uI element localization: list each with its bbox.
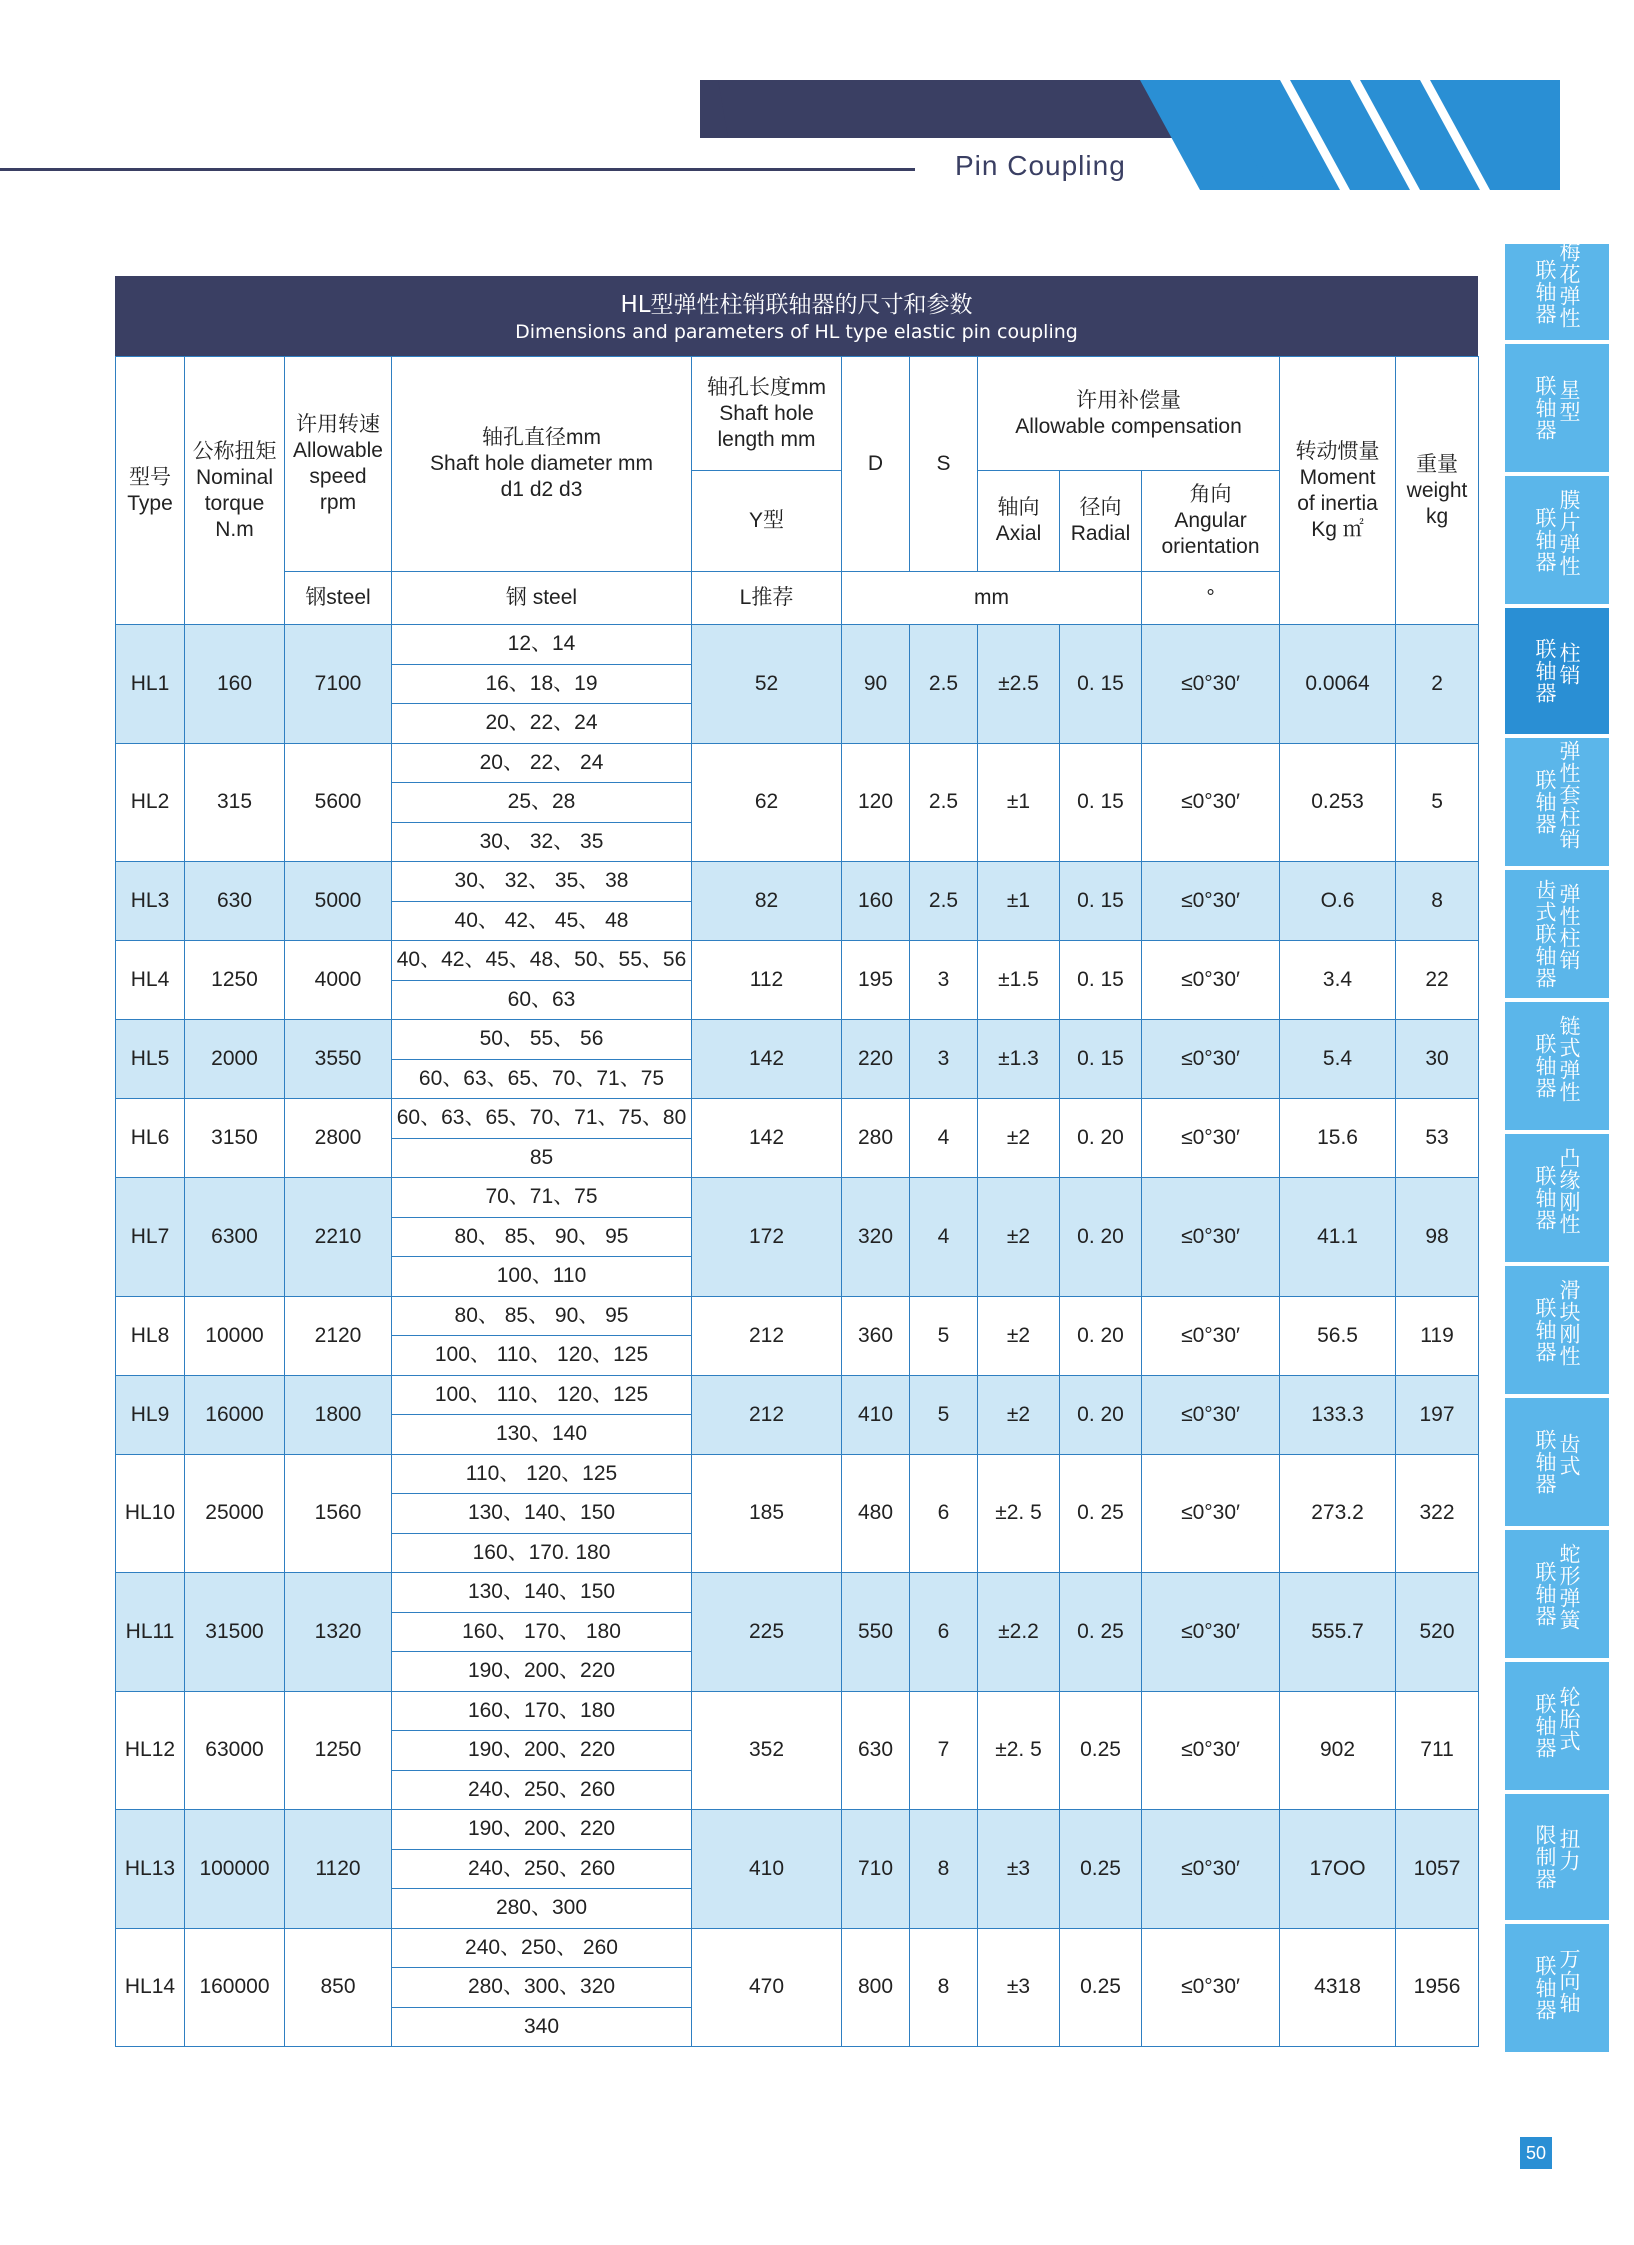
sidebar-item[interactable]	[1505, 241, 1609, 340]
row-type: HL2	[116, 743, 185, 862]
row-radial: 0.25	[1060, 1810, 1142, 1929]
row-d: 480	[842, 1454, 910, 1573]
row-length: 225	[692, 1573, 842, 1692]
row-length: 410	[692, 1810, 842, 1929]
sidebar-item[interactable]	[1505, 1794, 1609, 1920]
row-speed: 1800	[285, 1375, 392, 1454]
row-length: 142	[692, 1099, 842, 1178]
row-torque: 160	[185, 625, 285, 744]
row-shaft-diameter: 240、250、260	[392, 1770, 692, 1810]
row-inertia: 15.6	[1280, 1099, 1396, 1178]
header-compensation: 许用补偿量 Allowable compensation	[978, 357, 1280, 471]
table-row	[116, 941, 1479, 981]
table-row	[116, 1810, 1479, 1850]
row-axial: ±1.5	[978, 941, 1060, 1020]
header-axial: 轴向 Axial	[978, 471, 1060, 572]
table-row	[116, 1691, 1479, 1731]
table-title	[115, 276, 1478, 356]
row-torque: 100000	[185, 1810, 285, 1929]
sidebar-item[interactable]	[1505, 476, 1609, 604]
sidebar-item[interactable]	[1505, 344, 1609, 472]
header-mm-unit: mm	[842, 572, 1142, 625]
header-torque: 公称扭矩 Nominal torque N.m	[185, 357, 285, 625]
row-shaft-diameter: 340	[392, 2007, 692, 2047]
row-speed: 4000	[285, 941, 392, 1020]
row-d: 550	[842, 1573, 910, 1692]
row-type: HL12	[116, 1691, 185, 1810]
row-s: 2.5	[910, 743, 978, 862]
row-s: 8	[910, 1928, 978, 2047]
sidebar-item[interactable]	[1505, 1266, 1609, 1394]
row-speed: 1320	[285, 1573, 392, 1692]
row-s: 4	[910, 1099, 978, 1178]
sidebar-item-label: 联轴器	[1533, 1165, 1557, 1231]
row-type: HL11	[116, 1573, 185, 1692]
row-shaft-diameter: 80、 85、 90、 95	[392, 1296, 692, 1336]
row-length: 52	[692, 625, 842, 744]
row-inertia: 4318	[1280, 1928, 1396, 2047]
row-angular: ≤0°30′	[1142, 1573, 1280, 1692]
row-s: 7	[910, 1691, 978, 1810]
table-row	[116, 1020, 1479, 1060]
header-inertia: 转动惯量 Moment of inertia Kg ㎡	[1280, 357, 1396, 625]
row-axial: ±2	[978, 1375, 1060, 1454]
table-row	[116, 743, 1479, 783]
row-d: 320	[842, 1178, 910, 1297]
row-axial: ±1.3	[978, 1020, 1060, 1099]
sidebar-item-sublabel: 扭力	[1557, 1828, 1581, 1872]
row-speed: 1560	[285, 1454, 392, 1573]
row-shaft-diameter: 60、63、65、70、71、75	[392, 1059, 692, 1099]
row-length: 142	[692, 1020, 842, 1099]
row-d: 710	[842, 1810, 910, 1929]
row-speed: 2210	[285, 1178, 392, 1297]
row-axial: ±1	[978, 743, 1060, 862]
row-inertia: O.6	[1280, 862, 1396, 941]
row-shaft-diameter: 130、140	[392, 1415, 692, 1455]
row-inertia: 41.1	[1280, 1178, 1396, 1297]
row-weight: 197	[1396, 1375, 1479, 1454]
table-title-cn: HL型弹性柱销联轴器的尺寸和参数	[620, 292, 973, 318]
row-speed: 1250	[285, 1691, 392, 1810]
row-radial: 0. 20	[1060, 1375, 1142, 1454]
row-s: 4	[910, 1178, 978, 1297]
row-axial: ±2.2	[978, 1573, 1060, 1692]
header-l-recommended: L推荐	[692, 572, 842, 625]
row-shaft-diameter: 190、200、220	[392, 1810, 692, 1850]
row-s: 3	[910, 1020, 978, 1099]
row-weight: 22	[1396, 941, 1479, 1020]
row-weight: 520	[1396, 1573, 1479, 1692]
row-shaft-diameter: 130、140、150	[392, 1573, 692, 1613]
row-shaft-diameter: 50、 55、 56	[392, 1020, 692, 1060]
sidebar-item[interactable]	[1505, 1134, 1609, 1262]
table-title-en: Dimensions and parameters of HL type elastic pin coupling	[515, 321, 1078, 343]
row-shaft-diameter: 240、250、 260	[392, 1928, 692, 1968]
row-inertia: 56.5	[1280, 1296, 1396, 1375]
row-radial: 0. 20	[1060, 1178, 1142, 1297]
row-shaft-diameter: 20、 22、 24	[392, 743, 692, 783]
sidebar-item-sublabel: 链式弹性	[1557, 1015, 1581, 1103]
row-shaft-diameter: 190、200、220	[392, 1652, 692, 1692]
row-weight: 98	[1396, 1178, 1479, 1297]
sidebar-item-sublabel: 弹性柱销	[1557, 883, 1581, 971]
row-shaft-diameter: 60、63	[392, 980, 692, 1020]
sidebar-item-sublabel: 弹性套柱销	[1557, 740, 1581, 850]
row-d: 800	[842, 1928, 910, 2047]
row-torque: 10000	[185, 1296, 285, 1375]
row-shaft-diameter: 190、200、220	[392, 1731, 692, 1771]
row-type: HL3	[116, 862, 185, 941]
row-shaft-diameter: 110、 120、125	[392, 1454, 692, 1494]
header-weight: 重量 weight kg	[1396, 357, 1479, 625]
row-type: HL4	[116, 941, 185, 1020]
category-sidebar	[1505, 241, 1609, 2056]
header-shaft-diameter: 轴孔直径mm Shaft hole diameter mm d1 d2 d3	[392, 357, 692, 572]
row-radial: 0. 15	[1060, 862, 1142, 941]
row-speed: 1120	[285, 1810, 392, 1929]
sidebar-item-label: 联轴器	[1533, 1429, 1557, 1495]
sidebar-item-label: 齿式联轴器	[1533, 879, 1557, 989]
row-shaft-diameter: 130、140、150	[392, 1494, 692, 1534]
row-shaft-diameter: 20、22、24	[392, 704, 692, 744]
row-radial: 0. 20	[1060, 1296, 1142, 1375]
header-radial: 径向 Radial	[1060, 471, 1142, 572]
sidebar-item[interactable]	[1505, 608, 1609, 734]
row-shaft-diameter: 60、63、65、70、71、75、80	[392, 1099, 692, 1139]
sidebar-item-label: 联轴器	[1533, 259, 1557, 325]
sidebar-item[interactable]	[1505, 1924, 1609, 2052]
row-axial: ±2.5	[978, 625, 1060, 744]
row-angular: ≤0°30′	[1142, 1020, 1280, 1099]
row-type: HL8	[116, 1296, 185, 1375]
row-d: 195	[842, 941, 910, 1020]
row-axial: ±2	[978, 1178, 1060, 1297]
row-angular: ≤0°30′	[1142, 743, 1280, 862]
row-weight: 30	[1396, 1020, 1479, 1099]
row-s: 5	[910, 1296, 978, 1375]
row-inertia: 133.3	[1280, 1375, 1396, 1454]
row-axial: ±3	[978, 1810, 1060, 1929]
row-speed: 850	[285, 1928, 392, 2047]
row-shaft-diameter: 25、28	[392, 783, 692, 823]
sidebar-item-label: 联轴器	[1533, 1955, 1557, 2021]
row-weight: 322	[1396, 1454, 1479, 1573]
row-radial: 0.25	[1060, 1691, 1142, 1810]
row-d: 90	[842, 625, 910, 744]
header-steel-speed: 钢steel	[285, 572, 392, 625]
spec-table	[115, 276, 1478, 2047]
table-row	[116, 1928, 1479, 1968]
row-shaft-diameter: 70、71、75	[392, 1178, 692, 1218]
sidebar-item-label: 联轴器	[1533, 507, 1557, 573]
row-radial: 0. 15	[1060, 1020, 1142, 1099]
sidebar-item-sublabel: 齿式	[1557, 1433, 1581, 1477]
table-row	[116, 625, 1479, 665]
row-type: HL9	[116, 1375, 185, 1454]
row-speed: 5000	[285, 862, 392, 941]
row-radial: 0. 25	[1060, 1573, 1142, 1692]
row-inertia: 17OO	[1280, 1810, 1396, 1929]
sidebar-item[interactable]	[1505, 1398, 1609, 1526]
row-shaft-diameter: 100、 110、 120、125	[392, 1375, 692, 1415]
row-shaft-diameter: 160、170、180	[392, 1691, 692, 1731]
row-shaft-diameter: 12、14	[392, 625, 692, 665]
row-axial: ±3	[978, 1928, 1060, 2047]
row-type: HL1	[116, 625, 185, 744]
sidebar-item-label: 联轴器	[1533, 1693, 1557, 1759]
header-degree-unit: °	[1142, 572, 1280, 625]
header-S: S	[910, 357, 978, 572]
row-type: HL6	[116, 1099, 185, 1178]
sidebar-item-sublabel: 星型	[1557, 379, 1581, 423]
row-angular: ≤0°30′	[1142, 1810, 1280, 1929]
row-angular: ≤0°30′	[1142, 1178, 1280, 1297]
row-angular: ≤0°30′	[1142, 862, 1280, 941]
row-d: 410	[842, 1375, 910, 1454]
sidebar-item[interactable]	[1505, 1530, 1609, 1658]
row-torque: 25000	[185, 1454, 285, 1573]
header-shaft-length: 轴孔长度mm Shaft hole length mm	[692, 357, 842, 471]
page-number: 50	[1520, 2137, 1552, 2169]
row-d: 280	[842, 1099, 910, 1178]
row-s: 5	[910, 1375, 978, 1454]
row-weight: 53	[1396, 1099, 1479, 1178]
row-angular: ≤0°30′	[1142, 1928, 1280, 2047]
row-angular: ≤0°30′	[1142, 625, 1280, 744]
header-steel-diameter: 钢 steel	[392, 572, 692, 625]
sidebar-item-label: 限制器	[1533, 1824, 1557, 1890]
header-stripes	[700, 80, 1560, 190]
sidebar-item[interactable]	[1505, 1002, 1609, 1130]
row-weight: 2	[1396, 625, 1479, 744]
row-axial: ±2. 5	[978, 1691, 1060, 1810]
table-row	[116, 1454, 1479, 1494]
table-row	[116, 862, 1479, 902]
row-shaft-diameter: 40、 42、 45、 48	[392, 901, 692, 941]
row-axial: ±2. 5	[978, 1454, 1060, 1573]
row-inertia: 0.253	[1280, 743, 1396, 862]
row-shaft-diameter: 280、300	[392, 1889, 692, 1929]
row-axial: ±1	[978, 862, 1060, 941]
row-length: 62	[692, 743, 842, 862]
row-speed: 5600	[285, 743, 392, 862]
row-speed: 3550	[285, 1020, 392, 1099]
row-angular: ≤0°30′	[1142, 1454, 1280, 1573]
row-shaft-diameter: 280、300、320	[392, 1968, 692, 2008]
row-weight: 1956	[1396, 1928, 1479, 2047]
row-s: 2.5	[910, 625, 978, 744]
sidebar-item-sublabel: 柱销	[1557, 642, 1581, 686]
row-type: HL14	[116, 1928, 185, 2047]
sidebar-item-label: 联轴器	[1533, 1561, 1557, 1627]
row-torque: 63000	[185, 1691, 285, 1810]
row-speed: 2800	[285, 1099, 392, 1178]
row-torque: 6300	[185, 1178, 285, 1297]
sidebar-item-sublabel: 万向轴	[1557, 1948, 1581, 2014]
row-inertia: 5.4	[1280, 1020, 1396, 1099]
row-length: 352	[692, 1691, 842, 1810]
row-shaft-diameter: 30、 32、 35	[392, 822, 692, 862]
row-weight: 711	[1396, 1691, 1479, 1810]
row-shaft-diameter: 100、 110、 120、125	[392, 1336, 692, 1376]
row-shaft-diameter: 85	[392, 1138, 692, 1178]
row-length: 185	[692, 1454, 842, 1573]
row-type: HL7	[116, 1178, 185, 1297]
row-type: HL5	[116, 1020, 185, 1099]
row-inertia: 273.2	[1280, 1454, 1396, 1573]
row-angular: ≤0°30′	[1142, 1099, 1280, 1178]
sidebar-item-sublabel: 轮胎式	[1557, 1686, 1581, 1752]
row-torque: 2000	[185, 1020, 285, 1099]
row-torque: 3150	[185, 1099, 285, 1178]
row-d: 630	[842, 1691, 910, 1810]
row-s: 8	[910, 1810, 978, 1929]
sidebar-item-label: 联轴器	[1533, 638, 1557, 704]
header-type: 型号 Type	[116, 357, 185, 625]
row-length: 470	[692, 1928, 842, 2047]
row-radial: 0. 25	[1060, 1454, 1142, 1573]
row-length: 112	[692, 941, 842, 1020]
row-weight: 1057	[1396, 1810, 1479, 1929]
header-D: D	[842, 357, 910, 572]
row-shaft-diameter: 160、 170、 180	[392, 1612, 692, 1652]
row-length: 212	[692, 1296, 842, 1375]
row-torque: 315	[185, 743, 285, 862]
row-shaft-diameter: 30、 32、 35、 38	[392, 862, 692, 902]
row-torque: 31500	[185, 1573, 285, 1692]
table-row	[116, 1099, 1479, 1139]
row-shaft-diameter: 16、18、19	[392, 664, 692, 704]
row-d: 160	[842, 862, 910, 941]
sidebar-item[interactable]	[1505, 870, 1609, 998]
row-inertia: 902	[1280, 1691, 1396, 1810]
sidebar-item[interactable]	[1505, 1662, 1609, 1790]
row-radial: 0. 15	[1060, 941, 1142, 1020]
row-radial: 0. 15	[1060, 743, 1142, 862]
row-speed: 2120	[285, 1296, 392, 1375]
row-weight: 119	[1396, 1296, 1479, 1375]
row-weight: 5	[1396, 743, 1479, 862]
header-angular: 角向 Angular orientation	[1142, 471, 1280, 572]
sidebar-item-sublabel: 滑块刚性	[1557, 1279, 1581, 1367]
row-inertia: 555.7	[1280, 1573, 1396, 1692]
row-axial: ±2	[978, 1296, 1060, 1375]
sidebar-item-label: 联轴器	[1533, 769, 1557, 835]
row-radial: 0. 15	[1060, 625, 1142, 744]
row-radial: 0.25	[1060, 1928, 1142, 2047]
table-row	[116, 1296, 1479, 1336]
page-header-title: Pin Coupling	[955, 150, 1126, 181]
row-s: 2.5	[910, 862, 978, 941]
row-s: 6	[910, 1573, 978, 1692]
row-s: 6	[910, 1454, 978, 1573]
row-radial: 0. 20	[1060, 1099, 1142, 1178]
sidebar-item-label: 联轴器	[1533, 375, 1557, 441]
row-angular: ≤0°30′	[1142, 1296, 1280, 1375]
row-length: 212	[692, 1375, 842, 1454]
table-row	[116, 1573, 1479, 1613]
table-row	[116, 1178, 1479, 1218]
row-d: 360	[842, 1296, 910, 1375]
row-angular: ≤0°30′	[1142, 1375, 1280, 1454]
sidebar-item-label: 联轴器	[1533, 1033, 1557, 1099]
row-axial: ±2	[978, 1099, 1060, 1178]
row-torque: 630	[185, 862, 285, 941]
spec-table-grid	[115, 356, 1479, 2047]
table-row	[116, 1375, 1479, 1415]
row-torque: 160000	[185, 1928, 285, 2047]
row-type: HL13	[116, 1810, 185, 1929]
row-length: 172	[692, 1178, 842, 1297]
row-d: 120	[842, 743, 910, 862]
row-d: 220	[842, 1020, 910, 1099]
row-shaft-diameter: 100、110	[392, 1257, 692, 1297]
sidebar-item-sublabel: 梅花弹性	[1557, 241, 1581, 329]
row-shaft-diameter: 80、 85、 90、 95	[392, 1217, 692, 1257]
row-angular: ≤0°30′	[1142, 941, 1280, 1020]
row-torque: 16000	[185, 1375, 285, 1454]
row-angular: ≤0°30′	[1142, 1691, 1280, 1810]
row-weight: 8	[1396, 862, 1479, 941]
row-type: HL10	[116, 1454, 185, 1573]
header-speed: 许用转速 Allowable speed rpm	[285, 357, 392, 572]
row-length: 82	[692, 862, 842, 941]
sidebar-item-sublabel: 膜片弹性	[1557, 489, 1581, 577]
row-s: 3	[910, 941, 978, 1020]
row-shaft-diameter: 40、42、45、48、50、55、56	[392, 941, 692, 981]
sidebar-item-sublabel: 凸缘刚性	[1557, 1147, 1581, 1235]
row-shaft-diameter: 240、250、260	[392, 1849, 692, 1889]
row-inertia: 0.0064	[1280, 625, 1396, 744]
row-inertia: 3.4	[1280, 941, 1396, 1020]
sidebar-item-sublabel: 蛇形弹簧	[1557, 1543, 1581, 1631]
sidebar-item[interactable]	[1505, 738, 1609, 866]
row-speed: 7100	[285, 625, 392, 744]
sidebar-item-label: 联轴器	[1533, 1297, 1557, 1363]
header-y-type: Y型	[692, 471, 842, 572]
row-shaft-diameter: 160、170. 180	[392, 1533, 692, 1573]
row-torque: 1250	[185, 941, 285, 1020]
